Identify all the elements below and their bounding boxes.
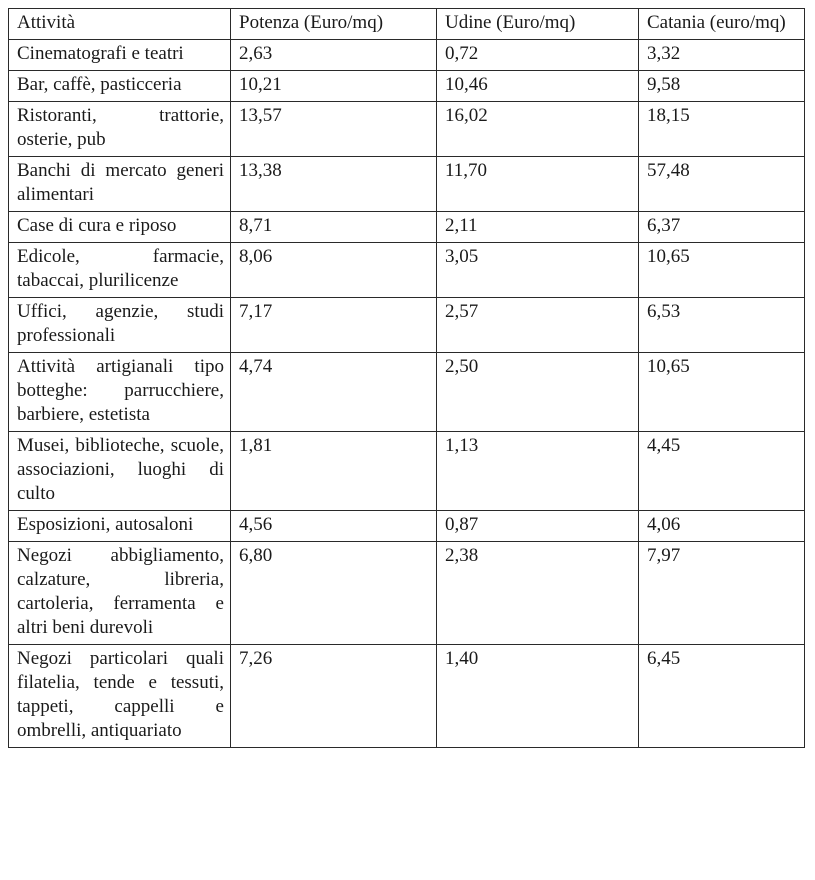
potenza-cell: 4,56	[231, 511, 437, 542]
header-udine: Udine (Euro/mq)	[437, 9, 639, 40]
potenza-cell: 1,81	[231, 432, 437, 511]
activity-cell: Negozi particolari quali filatelia, tende e tessuti, tappeti, cappelli e ombrelli, antiquariato	[9, 645, 231, 748]
udine-cell: 2,57	[437, 298, 639, 353]
catania-cell: 9,58	[639, 71, 805, 102]
potenza-cell: 13,38	[231, 157, 437, 212]
table-row	[9, 157, 805, 212]
activity-cell: Esposizioni, autosaloni	[9, 511, 231, 542]
catania-cell: 4,45	[639, 432, 805, 511]
potenza-cell: 2,63	[231, 40, 437, 71]
catania-cell: 3,32	[639, 40, 805, 71]
udine-cell: 2,50	[437, 353, 639, 432]
udine-cell: 10,46	[437, 71, 639, 102]
catania-cell: 10,65	[639, 353, 805, 432]
header-row	[9, 9, 805, 40]
udine-cell: 0,72	[437, 40, 639, 71]
tariff-table	[8, 8, 805, 748]
udine-cell: 11,70	[437, 157, 639, 212]
table-row	[9, 40, 805, 71]
table-row	[9, 102, 805, 157]
udine-cell: 16,02	[437, 102, 639, 157]
table-row	[9, 71, 805, 102]
header-potenza: Potenza (Euro/mq)	[231, 9, 437, 40]
activity-cell: Cinematografi e teatri	[9, 40, 231, 71]
udine-cell: 2,11	[437, 212, 639, 243]
potenza-cell: 6,80	[231, 542, 437, 645]
catania-cell: 57,48	[639, 157, 805, 212]
table-row	[9, 298, 805, 353]
potenza-cell: 7,17	[231, 298, 437, 353]
catania-cell: 6,37	[639, 212, 805, 243]
activity-cell: Musei, biblioteche, scuole, associazioni, luoghi di culto	[9, 432, 231, 511]
header-catania: Catania (euro/mq)	[639, 9, 805, 40]
catania-cell: 6,53	[639, 298, 805, 353]
catania-cell: 18,15	[639, 102, 805, 157]
table-row	[9, 212, 805, 243]
udine-cell: 0,87	[437, 511, 639, 542]
header-activity: Attività	[9, 9, 231, 40]
potenza-cell: 4,74	[231, 353, 437, 432]
potenza-cell: 10,21	[231, 71, 437, 102]
catania-cell: 6,45	[639, 645, 805, 748]
table-row	[9, 432, 805, 511]
udine-cell: 1,40	[437, 645, 639, 748]
activity-cell: Negozi abbigliamento, calzature, libreria, cartoleria, ferramenta e altri beni durevoli	[9, 542, 231, 645]
potenza-cell: 8,71	[231, 212, 437, 243]
catania-cell: 10,65	[639, 243, 805, 298]
udine-cell: 3,05	[437, 243, 639, 298]
table-row	[9, 511, 805, 542]
potenza-cell: 7,26	[231, 645, 437, 748]
table-row	[9, 542, 805, 645]
udine-cell: 1,13	[437, 432, 639, 511]
potenza-cell: 8,06	[231, 243, 437, 298]
catania-cell: 7,97	[639, 542, 805, 645]
potenza-cell: 13,57	[231, 102, 437, 157]
activity-cell: Case di cura e riposo	[9, 212, 231, 243]
udine-cell: 2,38	[437, 542, 639, 645]
activity-cell: Edicole, farmacie, tabaccai, plurilicenze	[9, 243, 231, 298]
activity-cell: Banchi di mercato generi alimentari	[9, 157, 231, 212]
table-row	[9, 645, 805, 748]
table-row	[9, 243, 805, 298]
table-row	[9, 353, 805, 432]
activity-cell: Ristoranti, trattorie, osterie, pub	[9, 102, 231, 157]
activity-cell: Bar, caffè, pasticceria	[9, 71, 231, 102]
catania-cell: 4,06	[639, 511, 805, 542]
activity-cell: Uffici, agenzie, studi professionali	[9, 298, 231, 353]
activity-cell: Attività artigianali tipo botteghe: parrucchiere, barbiere, estetista	[9, 353, 231, 432]
